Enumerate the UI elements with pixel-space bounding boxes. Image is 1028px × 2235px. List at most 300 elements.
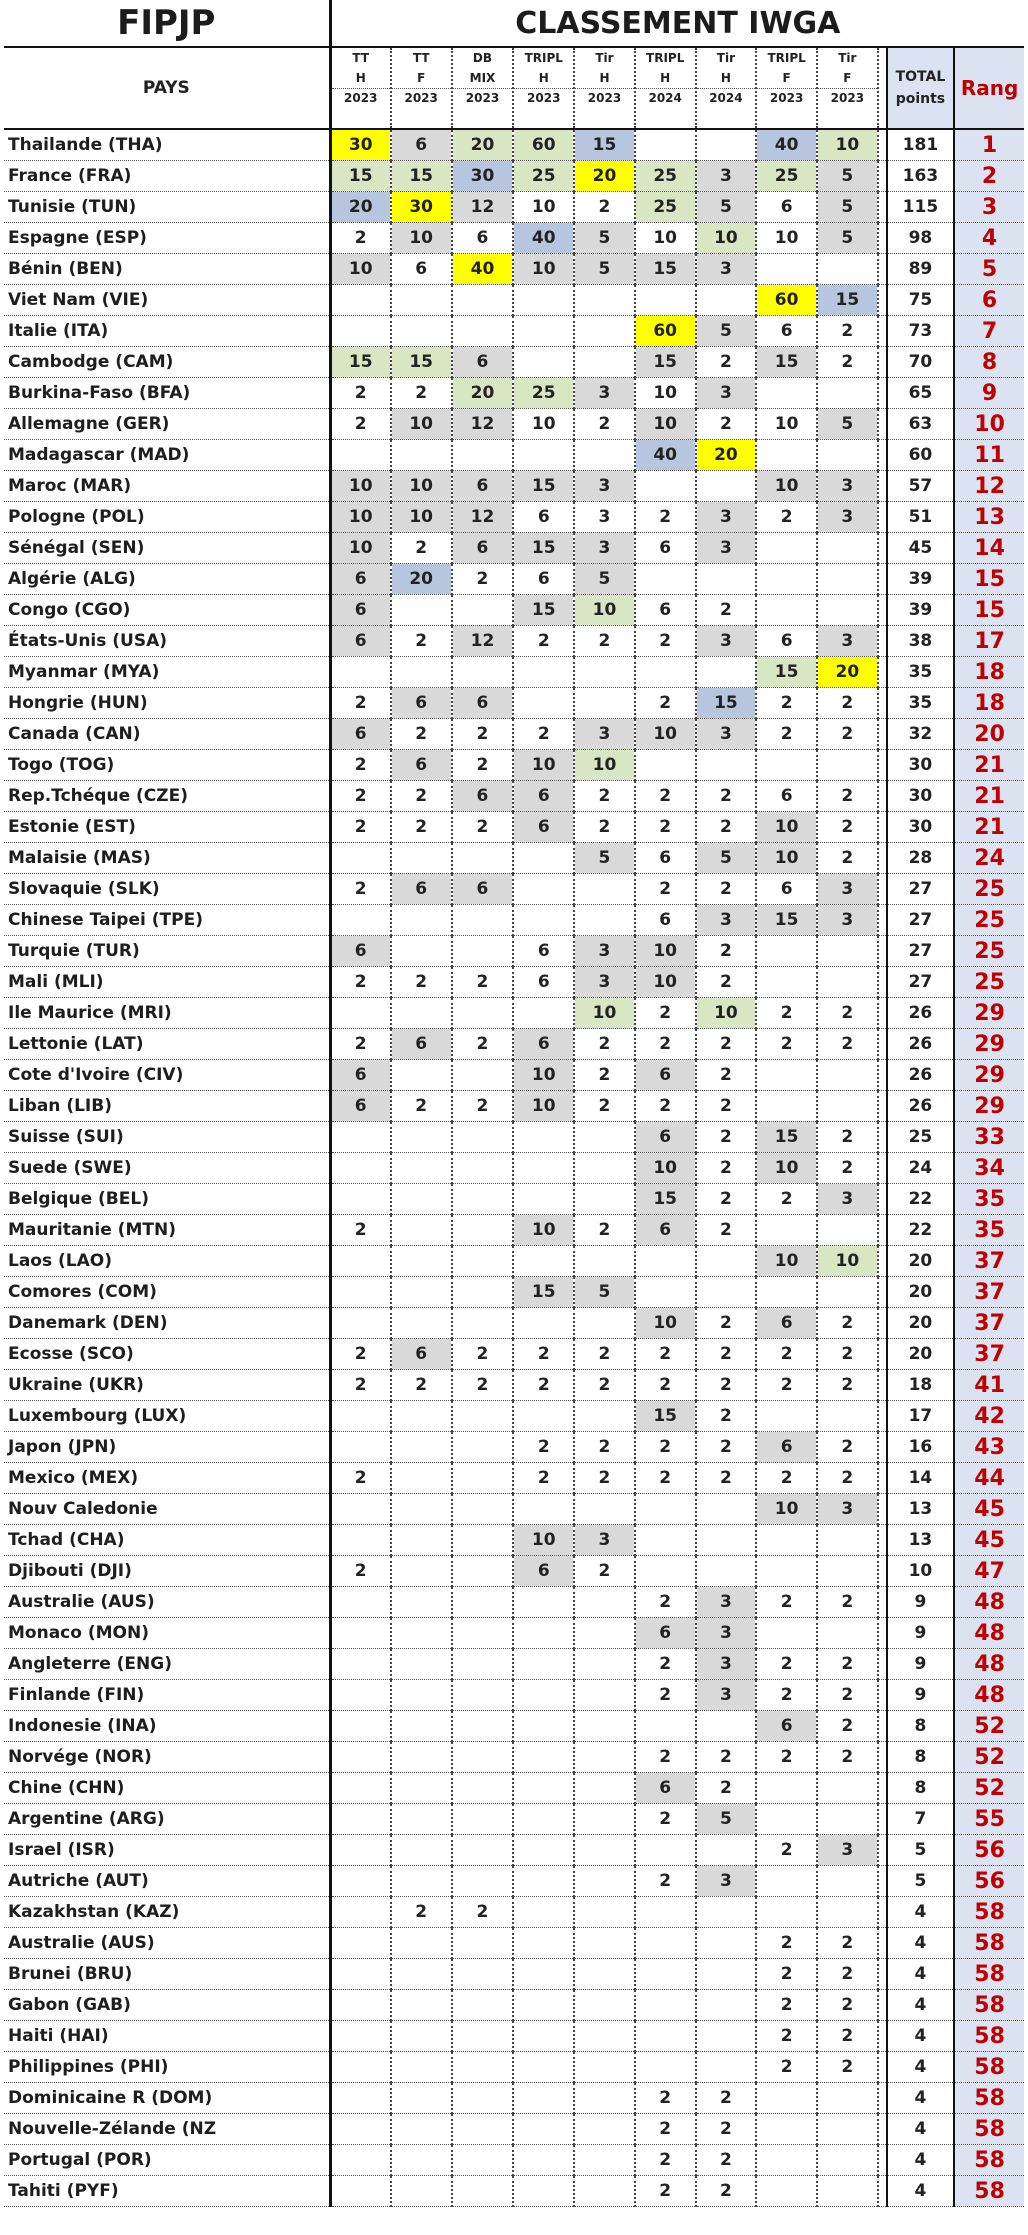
points-cell [817,1060,878,1091]
points-cell [635,2021,696,2052]
points-cell [635,1525,696,1556]
points-cell: 20 [696,440,757,471]
total-points: 26 [887,998,954,1029]
points-cell [817,1618,878,1649]
rank-value: 37 [954,1246,1024,1277]
column-gap [878,1153,887,1184]
points-cell: 2 [391,533,452,564]
points-cell: 15 [330,161,391,192]
points-cell: 3 [696,1680,757,1711]
category-sublabel: H [355,71,366,85]
points-cell [756,440,817,471]
points-cell: 2 [756,1587,817,1618]
points-cell [452,905,514,936]
points-cell [513,2083,574,2114]
points-cell [696,1556,757,1587]
points-cell [513,905,574,936]
points-cell: 2 [513,626,574,657]
points-cell: 6 [452,471,514,502]
points-cell: 2 [696,2176,757,2207]
points-cell [330,1804,391,1835]
points-cell: 5 [696,316,757,347]
points-cell [574,1897,635,1928]
points-cell: 2 [452,1091,514,1122]
total-points: 18 [887,1370,954,1401]
total-points: 57 [887,471,954,502]
column-gap [878,1804,887,1835]
points-cell [817,1091,878,1122]
points-cell [756,1525,817,1556]
table-row [4,2021,1024,2052]
points-cell [574,874,635,905]
rank-value: 10 [954,409,1024,440]
total-points: 4 [887,2083,954,2114]
rank-value: 44 [954,1463,1024,1494]
column-gap [878,1556,887,1587]
country-name: Japon (JPN) [4,1432,330,1463]
points-cell: 6 [391,750,452,781]
points-cell [696,1959,757,1990]
points-cell: 2 [817,1742,878,1773]
points-cell [817,1556,878,1587]
points-cell [574,905,635,936]
points-cell: 2 [696,1773,757,1804]
country-name: Viet Nam (VIE) [4,285,330,316]
points-cell [452,1525,514,1556]
total-points: 9 [887,1680,954,1711]
category-year: 2023 [757,88,816,108]
points-cell: 6 [635,1773,696,1804]
category-label: DB [472,51,493,65]
points-cell: 10 [756,1494,817,1525]
points-cell [452,1401,514,1432]
rank-value: 18 [954,688,1024,719]
points-cell: 3 [574,936,635,967]
column-gap [878,1029,887,1060]
points-cell: 40 [513,223,574,254]
rank-value: 25 [954,905,1024,936]
points-cell [696,1897,757,1928]
points-cell: 2 [574,409,635,440]
points-cell [574,2052,635,2083]
table-row [4,2114,1024,2145]
total-points: 16 [887,1432,954,1463]
points-cell [817,1866,878,1897]
column-gap [878,1091,887,1122]
rank-value: 58 [954,2114,1024,2145]
points-cell [574,1835,635,1866]
total-points: 5 [887,1835,954,1866]
points-cell [513,1897,574,1928]
points-cell [330,2114,391,2145]
points-cell [452,1122,514,1153]
total-points: 4 [887,2021,954,2052]
points-cell [452,1959,514,1990]
total-points: 27 [887,905,954,936]
points-cell: 6 [635,1060,696,1091]
points-cell [696,2052,757,2083]
table-row [4,1990,1024,2021]
points-cell [817,2114,878,2145]
points-cell [391,2145,452,2176]
points-cell: 15 [635,1401,696,1432]
points-cell: 6 [756,781,817,812]
points-cell: 2 [391,626,452,657]
column-gap [878,1866,887,1897]
points-cell [574,1494,635,1525]
points-cell [330,440,391,471]
points-cell [452,1432,514,1463]
points-cell [330,1618,391,1649]
page-title: CLASSEMENT IWGA [330,0,1024,47]
points-cell [391,1494,452,1525]
rank-value: 52 [954,1711,1024,1742]
column-gap [878,2083,887,2114]
points-cell [513,1990,574,2021]
points-cell: 3 [696,502,757,533]
country-name: Bénin (BEN) [4,254,330,285]
table-row [4,2052,1024,2083]
points-cell: 2 [391,967,452,998]
country-name: Estonie (EST) [4,812,330,843]
points-cell: 10 [756,1153,817,1184]
points-cell [635,1959,696,1990]
rank-value: 43 [954,1432,1024,1463]
points-cell [696,471,757,502]
points-cell [696,1835,757,1866]
points-cell: 10 [635,1308,696,1339]
table-row [4,843,1024,874]
points-cell [452,843,514,874]
points-cell: 2 [696,595,757,626]
column-gap [878,1680,887,1711]
category-sublabel: F [782,71,791,85]
points-cell: 2 [817,1990,878,2021]
category-label: TT [352,51,370,65]
category-header [696,47,757,129]
points-cell: 2 [574,1215,635,1246]
table-row [4,161,1024,192]
points-cell: 3 [574,471,635,502]
points-cell: 2 [330,409,391,440]
table-row [4,1308,1024,1339]
points-cell: 2 [696,2114,757,2145]
points-cell [696,1246,757,1277]
points-cell [756,2083,817,2114]
total-points: 20 [887,1246,954,1277]
total-points: 60 [887,440,954,471]
points-cell [330,843,391,874]
points-cell: 2 [330,781,391,812]
points-cell: 2 [452,1897,514,1928]
points-cell [513,2052,574,2083]
column-gap [878,1525,887,1556]
points-cell [330,1835,391,1866]
total-points: 10 [887,1556,954,1587]
points-cell [330,998,391,1029]
points-cell: 2 [696,1184,757,1215]
points-cell: 3 [817,1494,878,1525]
points-cell: 2 [330,750,391,781]
points-cell: 2 [574,1339,635,1370]
country-name: Ukraine (UKR) [4,1370,330,1401]
points-cell [330,1494,391,1525]
total-points: 89 [887,254,954,285]
points-cell: 10 [756,843,817,874]
points-cell: 2 [330,1339,391,1370]
points-cell: 2 [574,1432,635,1463]
category-label: Tir [595,51,614,65]
points-cell [452,936,514,967]
table-row [4,905,1024,936]
rank-value: 52 [954,1773,1024,1804]
points-cell [330,2021,391,2052]
table-row [4,936,1024,967]
points-cell [817,1277,878,1308]
total-points: 39 [887,564,954,595]
points-cell [756,750,817,781]
category-year: 2023 [392,88,451,108]
table-row [4,1091,1024,1122]
points-cell [513,1401,574,1432]
country-name: Monaco (MON) [4,1618,330,1649]
country-name: Kazakhstan (KAZ) [4,1897,330,1928]
points-cell: 2 [452,967,514,998]
points-cell [391,440,452,471]
points-cell [817,564,878,595]
category-sublabel: H [720,71,731,85]
points-cell [391,316,452,347]
points-cell: 20 [452,129,514,161]
total-points: 4 [887,2145,954,2176]
points-cell [330,2145,391,2176]
total-points: 9 [887,1649,954,1680]
points-cell [391,1804,452,1835]
points-cell [330,1990,391,2021]
total-points: 13 [887,1525,954,1556]
points-cell: 2 [635,1804,696,1835]
points-cell: 15 [513,533,574,564]
points-cell: 2 [696,1401,757,1432]
points-cell [635,564,696,595]
points-cell [574,1184,635,1215]
points-cell: 2 [513,1432,574,1463]
points-cell: 5 [574,564,635,595]
country-name: Espagne (ESP) [4,223,330,254]
category-label: TRIPL [767,51,806,65]
points-cell [391,1711,452,1742]
points-cell: 2 [696,967,757,998]
points-cell: 10 [513,1060,574,1091]
total-points: 26 [887,1029,954,1060]
table-row [4,440,1024,471]
points-cell: 2 [817,2021,878,2052]
points-cell: 3 [696,719,757,750]
points-cell [817,1525,878,1556]
points-cell: 6 [635,533,696,564]
rank-value: 45 [954,1525,1024,1556]
total-points: 24 [887,1153,954,1184]
column-gap [878,564,887,595]
points-cell: 12 [452,192,514,223]
points-cell [330,1711,391,1742]
table-row [4,688,1024,719]
points-cell: 2 [635,626,696,657]
points-cell: 3 [574,533,635,564]
points-cell [391,843,452,874]
category-header [452,47,514,129]
table-row [4,502,1024,533]
total-points: 70 [887,347,954,378]
rank-value: 13 [954,502,1024,533]
points-cell [513,1246,574,1277]
column-gap [878,1649,887,1680]
table-row [4,967,1024,998]
country-name: Allemagne (GER) [4,409,330,440]
points-cell: 10 [330,254,391,285]
points-cell: 10 [817,1246,878,1277]
points-cell: 3 [817,471,878,502]
category-sublabel: MIX [469,71,496,85]
points-cell: 3 [696,1649,757,1680]
rank-value: 29 [954,1060,1024,1091]
points-cell: 2 [696,1432,757,1463]
points-cell [635,1494,696,1525]
points-cell [330,1897,391,1928]
points-cell: 6 [756,316,817,347]
points-cell [391,1246,452,1277]
points-cell [330,1866,391,1897]
points-cell: 2 [817,1928,878,1959]
country-name: Luxembourg (LUX) [4,1401,330,1432]
points-cell: 10 [635,409,696,440]
category-label: TRIPL [646,51,685,65]
total-points: 8 [887,1711,954,1742]
points-cell: 15 [513,1277,574,1308]
points-cell: 2 [756,1029,817,1060]
points-cell: 25 [513,161,574,192]
country-name: Autriche (AUT) [4,1866,330,1897]
total-points: 4 [887,1897,954,1928]
points-cell [513,1835,574,1866]
points-cell: 6 [330,719,391,750]
category-label: TRIPL [524,51,563,65]
points-cell: 2 [635,502,696,533]
points-cell [817,595,878,626]
country-name: Haiti (HAI) [4,2021,330,2052]
table-row [4,1184,1024,1215]
country-name: Mexico (MEX) [4,1463,330,1494]
points-cell: 10 [635,378,696,409]
points-cell [574,1990,635,2021]
points-cell: 2 [817,998,878,1029]
points-cell [574,2114,635,2145]
points-cell: 2 [391,719,452,750]
rank-value: 21 [954,750,1024,781]
points-cell: 2 [817,1370,878,1401]
points-cell [452,2052,514,2083]
table-row [4,1773,1024,1804]
column-gap [878,2052,887,2083]
country-name: Hongrie (HUN) [4,688,330,719]
points-cell [756,564,817,595]
points-cell: 2 [817,812,878,843]
table-row [4,378,1024,409]
column-gap [878,223,887,254]
points-cell [391,657,452,688]
category-header [756,47,817,129]
points-cell [513,285,574,316]
country-name: Maroc (MAR) [4,471,330,502]
points-cell: 2 [756,1990,817,2021]
points-cell: 20 [452,378,514,409]
points-cell: 2 [817,347,878,378]
points-cell: 3 [574,967,635,998]
table-row [4,2145,1024,2176]
points-cell [513,1928,574,1959]
points-cell [574,1308,635,1339]
points-cell: 2 [756,1339,817,1370]
points-cell: 5 [696,843,757,874]
country-name: Burkina-Faso (BFA) [4,378,330,409]
points-cell: 15 [635,254,696,285]
rank-value: 37 [954,1277,1024,1308]
points-cell [513,657,574,688]
column-gap [878,750,887,781]
points-cell [391,1835,452,1866]
total-points: 63 [887,409,954,440]
table-row [4,564,1024,595]
points-cell [635,1246,696,1277]
points-cell [756,1060,817,1091]
points-cell: 2 [756,998,817,1029]
points-cell [330,1649,391,1680]
points-cell: 10 [756,471,817,502]
points-cell [574,1928,635,1959]
points-cell [574,2083,635,2114]
table-row [4,1866,1024,1897]
points-cell [513,843,574,874]
table-row [4,1494,1024,1525]
points-cell [330,1308,391,1339]
rank-value: 42 [954,1401,1024,1432]
points-cell [330,2083,391,2114]
points-cell [391,1556,452,1587]
points-cell: 25 [756,161,817,192]
points-cell [330,1680,391,1711]
table-row [4,1246,1024,1277]
points-cell [817,378,878,409]
table-row [4,1525,1024,1556]
points-cell [391,2021,452,2052]
category-year: 2023 [514,88,573,108]
points-cell: 2 [330,1463,391,1494]
points-cell: 2 [635,1866,696,1897]
country-name: Ecosse (SCO) [4,1339,330,1370]
points-cell: 40 [756,129,817,161]
points-cell: 2 [574,1029,635,1060]
points-cell [574,1122,635,1153]
rank-value: 25 [954,874,1024,905]
country-name: Togo (TOG) [4,750,330,781]
points-cell: 2 [756,2021,817,2052]
points-cell: 10 [330,533,391,564]
points-cell: 2 [696,781,757,812]
points-cell: 10 [635,1153,696,1184]
total-points: 7 [887,1804,954,1835]
points-cell: 15 [635,1184,696,1215]
points-cell [513,1773,574,1804]
